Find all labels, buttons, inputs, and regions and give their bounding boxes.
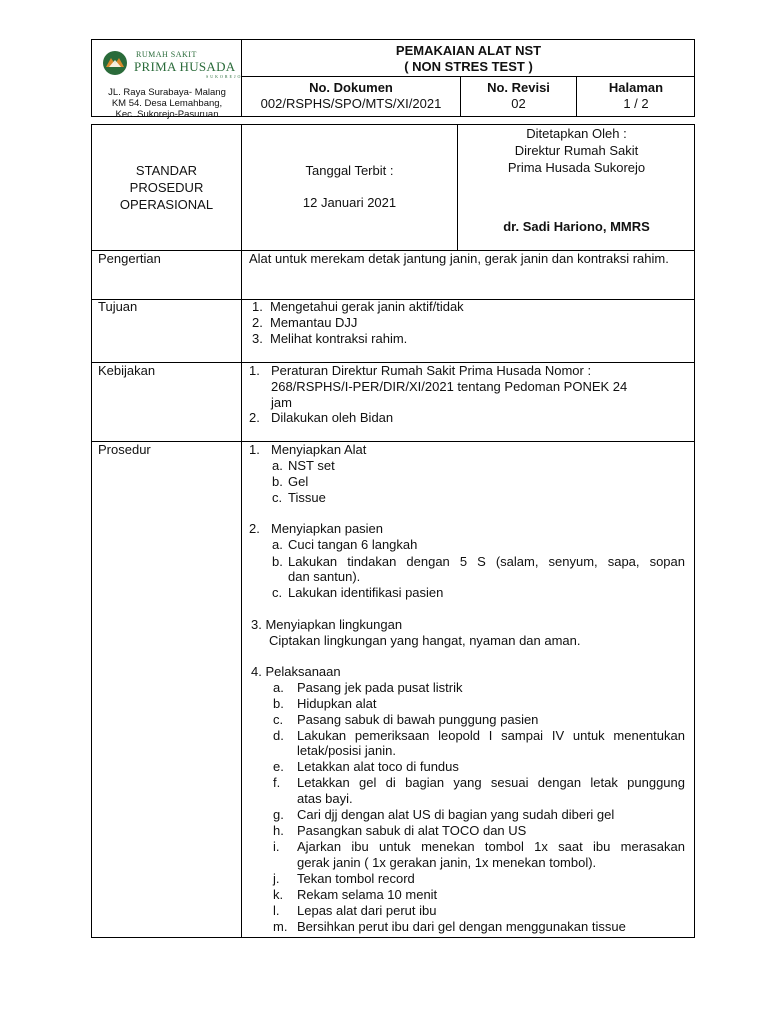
step-item: dan santun). [288, 569, 361, 584]
list-letter: i. [273, 839, 280, 854]
logo-emblem-icon [100, 49, 130, 77]
list-letter: j. [273, 871, 280, 886]
step-item: Pasangkan sabuk di alat TOCO dan US [297, 823, 527, 838]
step-item: Letakkan alat toco di fundus [297, 759, 459, 774]
document-title [242, 43, 695, 75]
list-letter: f. [273, 775, 281, 790]
page-label: Halaman [608, 80, 664, 95]
section-label-prosedur: Prosedur [98, 442, 151, 457]
address-line: KM 54. Desa Lemahbang, [111, 98, 223, 109]
logo-top-text: RUMAH SAKIT [136, 50, 197, 59]
table-divider [91, 441, 695, 442]
approved-by [458, 125, 695, 176]
list-letter: e. [273, 759, 284, 774]
tujuan-item: Mengetahui gerak janin aktif/tidak [270, 299, 464, 314]
pengertian-text: Alat untuk merekam detak jantung janin, gerak janin dan kontraksi rahim. [249, 251, 669, 266]
approved-line: Ditetapkan Oleh : [526, 126, 627, 141]
step-item: atas bayi. [297, 791, 353, 806]
list-letter: m. [273, 919, 288, 934]
issue-date-label: Tanggal Terbit : [305, 163, 394, 178]
list-number: 2. [252, 315, 263, 330]
step-item: Ajarkan ibu untuk menekan tombol 1x saat ibu merasakan [297, 839, 685, 854]
list-number: 3. [252, 331, 263, 346]
kebijakan-item: Peraturan Direktur Rumah Sakit Prima Husada Nomor : [271, 363, 592, 378]
revision-label: No. Revisi [487, 80, 550, 95]
tujuan-item: Melihat kontraksi rahim. [270, 331, 408, 346]
address-line: Kec. Sukorejo-Pasuruan [115, 109, 219, 120]
step-item: NST set [288, 458, 335, 473]
logo-main-text: PRIMA HUSADA [134, 59, 236, 74]
doc-number-cell [242, 80, 460, 112]
list-letter: a. [272, 537, 283, 552]
step-heading: 4. Pelaksanaan [251, 664, 341, 679]
kebijakan-item: Dilakukan oleh Bidan [271, 410, 394, 425]
step-item: letak/posisi janin. [297, 743, 396, 758]
revision-value: 02 [511, 96, 526, 111]
signer-name: dr. Sadi Hariono, MMRS [503, 219, 650, 234]
doc-number-label: No. Dokumen [309, 80, 393, 95]
revision-cell [461, 80, 576, 112]
step-item: Letakkan gel di bagian yang sesuai dengan letak punggung [297, 775, 685, 790]
list-letter: b. [273, 696, 284, 711]
step-item: Pasang sabuk di bawah punggung pasien [297, 712, 539, 727]
list-number: 2. [249, 410, 260, 425]
list-number: 2. [249, 521, 260, 536]
doc-number-value: 002/RSPHS/SPO/MTS/XI/2021 [260, 96, 442, 111]
list-letter: l. [273, 903, 280, 918]
issue-date-value: 12 Januari 2021 [302, 195, 397, 210]
list-letter: a. [272, 458, 283, 473]
list-letter: c. [272, 490, 283, 505]
step-heading: 3. Menyiapkan lingkungan [251, 617, 403, 632]
step-item: Tissue [288, 490, 326, 505]
list-letter: b. [272, 554, 283, 569]
approved-line: Prima Husada Sukorejo [507, 160, 646, 175]
table-divider [241, 124, 242, 938]
kebijakan-item: 268/RSPHS/I-PER/DIR/XI/2021 tentang Pedoman PONEK 24 [271, 379, 628, 394]
logo-sub-text: SUKOREJO [206, 74, 243, 79]
step-item: Gel [288, 474, 309, 489]
list-number: 1. [249, 442, 260, 457]
page-cell [577, 80, 695, 112]
section-label-pengertian: Pengertian [98, 251, 161, 266]
step-item: Pasang jek pada pusat listrik [297, 680, 463, 695]
list-letter: c. [273, 712, 284, 727]
step-item: Hidupkan alat [297, 696, 377, 711]
list-number: 1. [252, 299, 263, 314]
address-line: JL. Raya Surabaya- Malang [108, 87, 226, 98]
step-item: Rekam selama 10 menit [297, 887, 438, 902]
hospital-address [93, 87, 241, 120]
list-letter: a. [273, 680, 284, 695]
step-heading: Menyiapkan pasien [271, 521, 384, 536]
sop-label-line: STANDAR [135, 163, 198, 178]
step-item: Lepas alat dari perut ibu [297, 903, 437, 918]
list-letter: h. [273, 823, 284, 838]
list-letter: b. [272, 474, 283, 489]
list-letter: d. [273, 728, 284, 743]
step-item: Lakukan pemeriksaan leopold I sampai IV untuk menentukan [297, 728, 685, 743]
step-item: Ciptakan lingkungan yang hangat, nyaman dan aman. [269, 633, 581, 648]
step-item: Lakukan identifikasi pasien [288, 585, 444, 600]
list-letter: c. [272, 585, 283, 600]
step-item: Lakukan tindakan dengan 5 S (salam, senyum, sapa, sopan [288, 554, 685, 569]
list-letter: k. [273, 887, 284, 902]
step-item: Bersihkan perut ibu dari gel dengan menggunakan tissue [297, 919, 626, 934]
sop-label-line: OPERASIONAL [119, 197, 214, 212]
title-line: ( NON STRES TEST ) [404, 59, 533, 74]
sop-label [92, 162, 241, 213]
page-value: 1 / 2 [623, 96, 649, 111]
list-number: 1. [249, 363, 260, 378]
sop-label-line: PROSEDUR [129, 180, 204, 195]
header-divider [241, 76, 695, 77]
hospital-logo [100, 47, 243, 79]
step-item: Cuci tangan 6 langkah [288, 537, 418, 552]
step-item: Tekan tombol record [297, 871, 415, 886]
section-label-kebijakan: Kebijakan [98, 363, 156, 378]
list-letter: g. [273, 807, 284, 822]
step-item: gerak janin ( 1x gerakan janin, 1x menekan tombol). [297, 855, 597, 870]
section-label-tujuan: Tujuan [98, 299, 138, 314]
kebijakan-item: jam [271, 395, 292, 410]
approved-line: Direktur Rumah Sakit [514, 143, 639, 158]
step-item: Cari djj dengan alat US di bagian yang sudah diberi gel [297, 807, 615, 822]
tujuan-item: Memantau DJJ [270, 315, 358, 330]
title-line: PEMAKAIAN ALAT NST [395, 43, 542, 58]
step-heading: Menyiapkan Alat [271, 442, 367, 457]
